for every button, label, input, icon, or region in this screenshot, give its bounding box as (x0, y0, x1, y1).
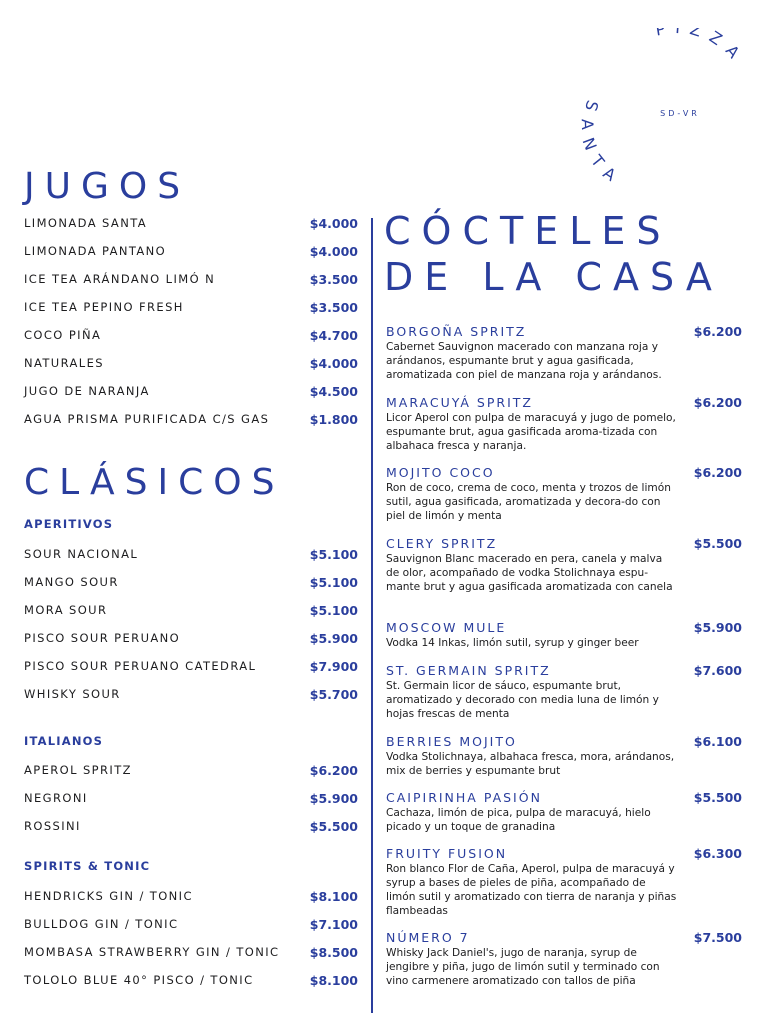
menu-item-name: PISCO SOUR PERUANO (24, 631, 181, 645)
menu-item (24, 213, 358, 233)
menu-item (24, 600, 358, 620)
menu-item-price: $1.800 (309, 411, 358, 427)
cocktail-name: CLERY SPRITZ (386, 536, 498, 551)
menu-item (24, 544, 358, 564)
column-divider (371, 218, 373, 1013)
cocktail-name: NÚMERO 7 (386, 930, 470, 945)
cocktail-name: MARACUYÁ SPRITZ (386, 395, 533, 410)
logo-top-text: P ZZA (654, 28, 750, 69)
cocktail-description: Ron de coco, crema de coco, menta y trozos de limón sutil, agua gasificada, aromatizada y decora-do con piel de limón y menta (386, 482, 671, 522)
menu-item-price: $6.200 (309, 762, 358, 778)
cocktail-name: CAIPIRINHA PASIÓN (386, 790, 542, 805)
svg-text:SANTA (578, 98, 628, 190)
cocktail-price: $7.500 (693, 930, 742, 945)
cocktail-header (386, 395, 742, 411)
cocktail-description: Cachaza, limón de pica, pulpa de maracuyá, hielo picado y un toque de granadina (386, 807, 651, 833)
menu-item (24, 241, 358, 261)
cocktail-header (386, 324, 742, 340)
menu-item-price: $3.500 (309, 271, 358, 287)
menu-item-name: WHISKY SOUR (24, 687, 121, 701)
menu-item (24, 886, 358, 906)
menu-item (24, 409, 358, 429)
menu-item-name: HENDRICKS GIN / TONIC (24, 889, 193, 903)
menu-item-price: $4.000 (309, 355, 358, 371)
menu-item-price: $8.500 (309, 944, 358, 960)
cocktail-header (386, 620, 742, 636)
cocktail-price: $6.300 (693, 846, 742, 861)
menu-item (24, 381, 358, 401)
menu-item-name: TOLOLO BLUE 40° PISCO / TONIC (24, 973, 254, 987)
menu-item-name: JUGO DE NARANJA (24, 384, 150, 398)
cocktail-item (386, 324, 742, 382)
menu-item-name: ICE TEA PEPINO FRESH (24, 300, 184, 314)
menu-item (24, 914, 358, 934)
clasicos-title: CLÁSICOS (24, 462, 285, 503)
menu-item-price: $5.100 (309, 574, 358, 590)
menu-item (24, 684, 358, 704)
cocktail-item (386, 465, 742, 523)
cocktail-header (386, 846, 742, 862)
menu-item-name: BULLDOG GIN / TONIC (24, 917, 179, 931)
cocktail-name: MOJITO COCO (386, 465, 495, 480)
cocktail-name: FRUITY FUSION (386, 846, 508, 861)
logo-circle-graphic (578, 28, 758, 198)
menu-item (24, 816, 358, 836)
cocktail-header (386, 790, 742, 806)
menu-item-name: NATURALES (24, 356, 104, 370)
menu-item (24, 572, 358, 592)
cocktail-item (386, 663, 742, 721)
menu-item-name: ROSSINI (24, 819, 81, 833)
cocktail-price: $6.200 (693, 395, 742, 410)
cocktail-name: BORGOÑA SPRITZ (386, 324, 527, 339)
cocteles-title-line1: CÓCTELES (384, 209, 672, 253)
cocktail-price: $5.500 (693, 536, 742, 551)
cocktail-description: Cabernet Sauvignon macerado con manzana roja y arándanos, espumante brut y agua gasificada, aromatizada con piel de manzana roja y arándanos. (386, 341, 662, 381)
menu-item-price: $5.900 (309, 790, 358, 806)
cocktail-description: St. Germain licor de sáuco, espumante brut, aromatizado y decorado con media luna de limón y hojas frescas de menta (386, 680, 659, 720)
cocktail-description: Vodka Stolichnaya, albahaca fresca, mora, arándanos, mix de berries y espumante brut (386, 751, 675, 777)
menu-item-price: $5.700 (309, 686, 358, 702)
cocktail-name: BERRIES MOJITO (386, 734, 517, 749)
cocteles-title (384, 208, 723, 300)
cocktail-header (386, 663, 742, 679)
menu-item (24, 970, 358, 990)
menu-item-name: SOUR NACIONAL (24, 547, 139, 561)
menu-item-name: MOMBASA STRAWBERRY GIN / TONIC (24, 945, 280, 959)
menu-item-name: COCO PIÑA (24, 328, 102, 342)
menu-item (24, 942, 358, 962)
cocktail-name: MOSCOW MULE (386, 620, 507, 635)
menu-item-name: AGUA PRISMA PURIFICADA C/S GAS (24, 412, 270, 426)
cocktail-item (386, 846, 742, 918)
cocktail-header (386, 465, 742, 481)
cocktail-item (386, 620, 742, 650)
menu-item-name: MORA SOUR (24, 603, 108, 617)
menu-item-price: $8.100 (309, 888, 358, 904)
italianos-label: ITALIANOS (24, 734, 104, 748)
cocktail-name: ST. GERMAIN SPRITZ (386, 663, 551, 678)
aperitivos-label: APERITIVOS (24, 517, 114, 531)
jugos-title: JUGOS (24, 166, 191, 207)
cocktail-header (386, 536, 742, 552)
cocktail-item (386, 395, 742, 453)
menu-item (24, 353, 358, 373)
cocktail-description: Whisky Jack Daniel's, jugo de naranja, syrup de jengibre y piña, jugo de limón sutil y terminado con vino carmenere aromatizado con tallos de piña (386, 947, 660, 987)
cocktail-price: $7.600 (693, 663, 742, 678)
cocktail-header (386, 930, 742, 946)
cocktail-description: Vodka 14 Inkas, limón sutil, syrup y ginger beer (386, 637, 639, 649)
menu-item-name: APEROL SPRITZ (24, 763, 132, 777)
menu-item-price: $3.500 (309, 299, 358, 315)
menu-item-price: $4.700 (309, 327, 358, 343)
menu-item-price: $7.900 (309, 658, 358, 674)
cocktail-price: $6.200 (693, 324, 742, 339)
menu-item (24, 656, 358, 676)
logo-center-text: SD-VR (660, 109, 700, 118)
cocktail-description: Sauvignon Blanc macerado en pera, canela y malva de olor, acompañado de vodka Stolichnaya espu-mante brut y agua gasificada aromatizada con canela (386, 553, 673, 593)
menu-item (24, 788, 358, 808)
cocktail-item (386, 734, 742, 778)
menu-item-name: NEGRONI (24, 791, 88, 805)
cocktail-description: Licor Aperol con pulpa de maracuyá y jugo de pomelo, espumante brut, agua gasificada aroma-tizada con albahaca fresca y naranja. (386, 412, 676, 452)
menu-item (24, 628, 358, 648)
svg-text:PIZZA (654, 28, 749, 69)
menu-item-price: $4.000 (309, 215, 358, 231)
menu-item-name: LIMONADA SANTA (24, 216, 147, 230)
menu-item-price: $8.100 (309, 972, 358, 988)
cocktail-price: $6.100 (693, 734, 742, 749)
menu-item-name: LIMONADA PANTANO (24, 244, 167, 258)
cocktail-item (386, 930, 742, 988)
cocktail-item (386, 790, 742, 834)
santa-pizza-logo (578, 28, 758, 198)
spirits-label: SPIRITS & TONIC (24, 859, 151, 873)
menu-item-price: $5.100 (309, 546, 358, 562)
cocktail-price: $5.900 (693, 620, 742, 635)
cocteles-title-line2: DE LA CASA (384, 255, 723, 299)
cocktail-header (386, 734, 742, 750)
menu-item-price: $4.500 (309, 383, 358, 399)
menu-item-price: $5.500 (309, 818, 358, 834)
menu-item-name: ICE TEA ARÁNDANO LIMÓ N (24, 272, 216, 286)
menu-item-price: $7.100 (309, 916, 358, 932)
menu-item (24, 297, 358, 317)
cocktail-description: Ron blanco Flor de Caña, Aperol, pulpa de maracuyá y syrup a bases de pieles de piña, acompañado de limón sutil y aromatizado con tierra de naranja y piñas flambeadas (386, 863, 677, 917)
menu-item-price: $4.000 (309, 243, 358, 259)
logo-bottom-text: SANTA (578, 98, 628, 191)
menu-item (24, 325, 358, 345)
menu-item-price: $5.900 (309, 630, 358, 646)
menu-item-name: MANGO SOUR (24, 575, 119, 589)
cocktail-item (386, 536, 742, 594)
menu-item-name: PISCO SOUR PERUANO CATEDRAL (24, 659, 257, 673)
menu-item-price: $5.100 (309, 602, 358, 618)
cocktail-price: $5.500 (693, 790, 742, 805)
menu-item (24, 760, 358, 780)
menu-item (24, 269, 358, 289)
cocktail-price: $6.200 (693, 465, 742, 480)
